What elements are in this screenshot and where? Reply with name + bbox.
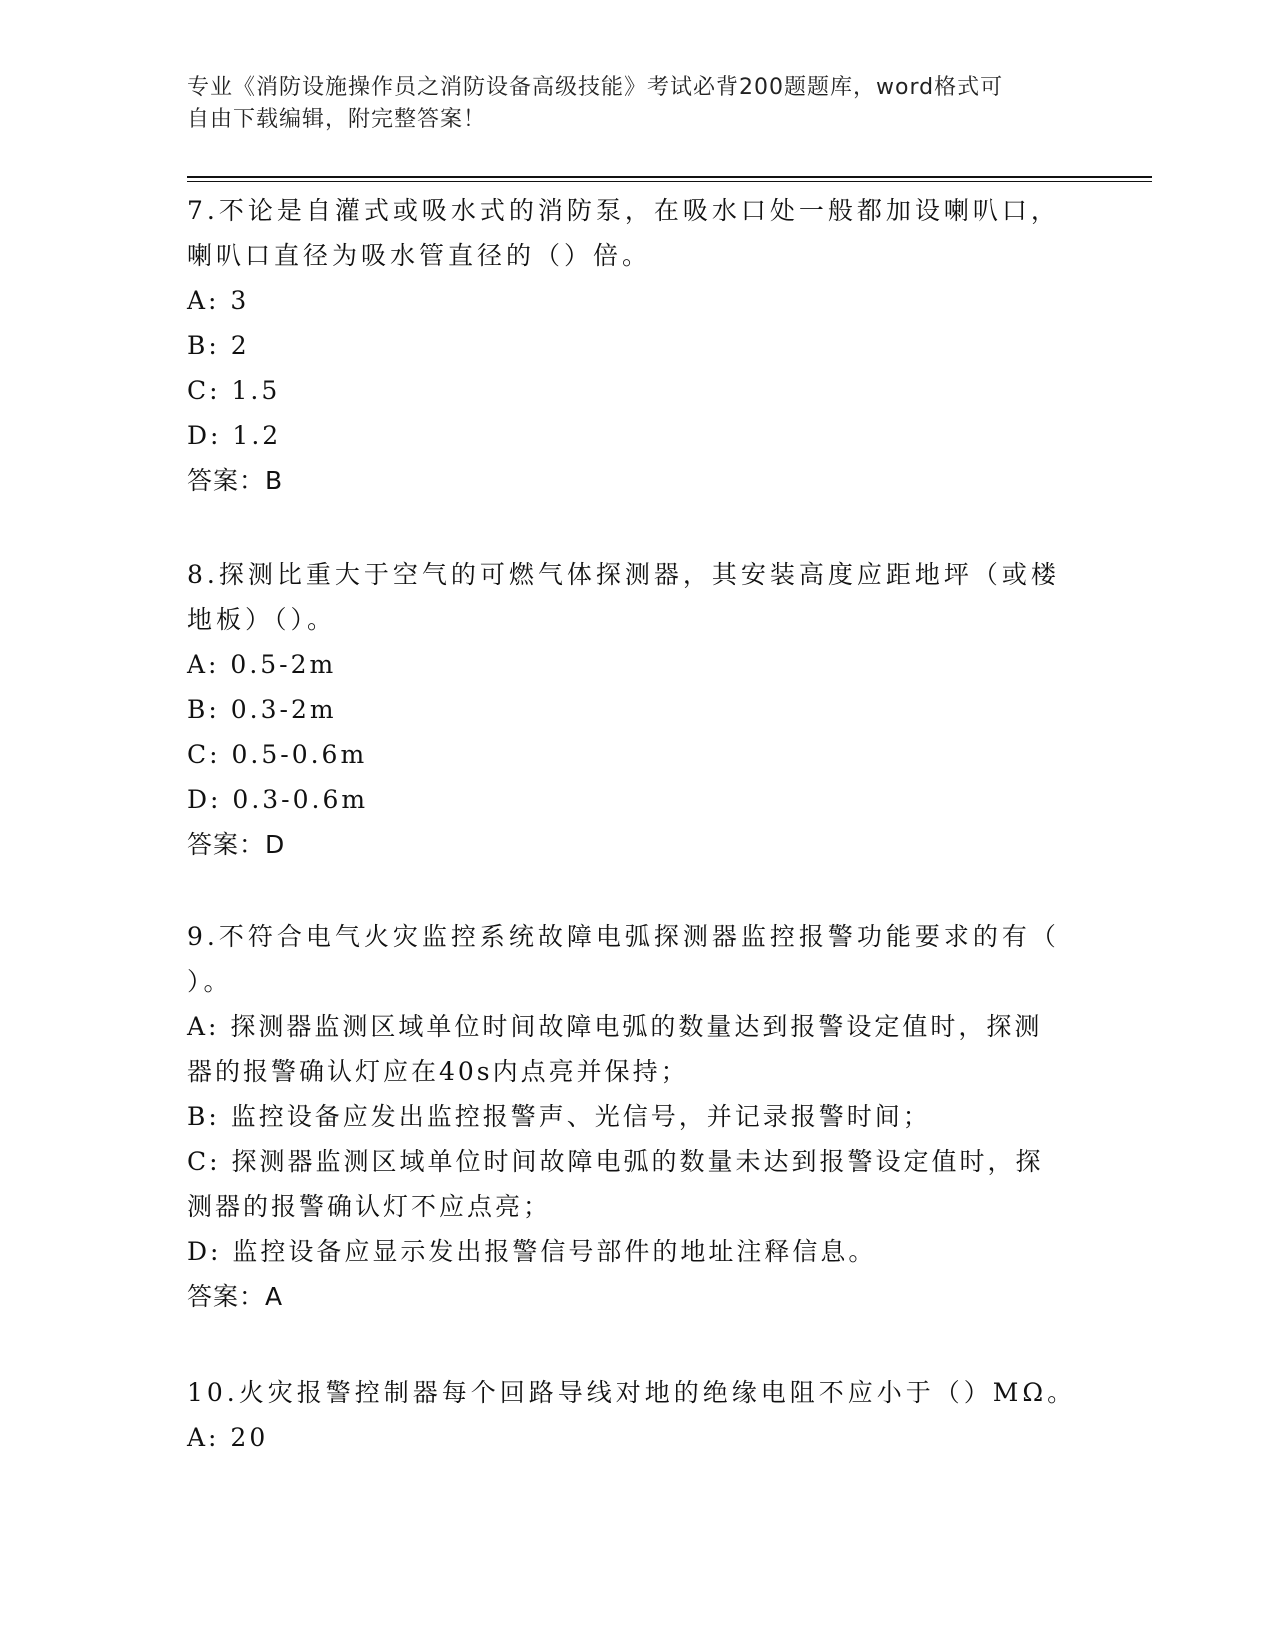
option-b: B: 0.3-2m — [187, 695, 337, 724]
option-b: B: 监控设备应发出监控报警声、光信号，并记录报警时间； — [187, 1102, 931, 1131]
header-line-2: 自由下载编辑，附完整答案！ — [187, 107, 487, 132]
option-c: C: 1.5 — [187, 376, 281, 405]
option-a: A: 0.5-2m — [187, 650, 337, 679]
question-text-line: 7.不论是自灌式或吸水式的消防泵，在吸水口处一般都加设喇叭口， — [187, 196, 1060, 225]
answer-line: 答案：B — [187, 466, 284, 495]
header-line-1: 专业《消防设施操作员之消防设备高级技能》考试必背200题题库，word格式可 — [187, 75, 1004, 100]
option-d: D: 0.3-0.6m — [187, 785, 369, 814]
question-text-line: 地板）（）。 — [187, 605, 337, 634]
option-b: B: 2 — [187, 331, 250, 360]
answer-line: 答案：A — [187, 1282, 284, 1311]
option-d: D: 监控设备应显示发出报警信号部件的地址注释信息。 — [187, 1237, 877, 1266]
option-c-continued: 测器的报警确认灯不应点亮； — [187, 1192, 552, 1221]
question-text-line: ）。 — [187, 967, 233, 996]
answer-line: 答案：D — [187, 830, 286, 859]
option-a: A: 探测器监测区域单位时间故障电弧的数量达到报警设定值时，探测 — [187, 1012, 1043, 1041]
header-divider-thick — [187, 176, 1152, 178]
question-10 — [187, 1370, 1077, 1460]
header-divider-thin — [187, 181, 1152, 182]
option-c: C: 0.5-0.6m — [187, 740, 368, 769]
question-text-line: 喇叭口直径为吸水管直径的（）倍。 — [187, 241, 652, 270]
question-text-line: 8.探测比重大于空气的可燃气体探测器，其安装高度应距地坪（或楼 — [187, 560, 1060, 589]
question-9 — [187, 914, 1077, 1319]
option-a: A: 3 — [187, 286, 250, 315]
option-a-continued: 器的报警确认灯应在40s内点亮并保持； — [187, 1057, 689, 1086]
option-d: D: 1.2 — [187, 421, 282, 450]
question-text-line: 10.火灾报警控制器每个回路导线对地的绝缘电阻不应小于（）MΩ。 — [187, 1378, 1077, 1407]
option-c: C: 探测器监测区域单位时间故障电弧的数量未达到报警设定值时，探 — [187, 1147, 1044, 1176]
question-7 — [187, 188, 1077, 503]
document-header — [187, 72, 1067, 136]
option-a: A: 20 — [187, 1423, 269, 1452]
question-text-line: 9.不符合电气火灾监控系统故障电弧探测器监控报警功能要求的有（ — [187, 922, 1060, 951]
question-8 — [187, 552, 1077, 867]
